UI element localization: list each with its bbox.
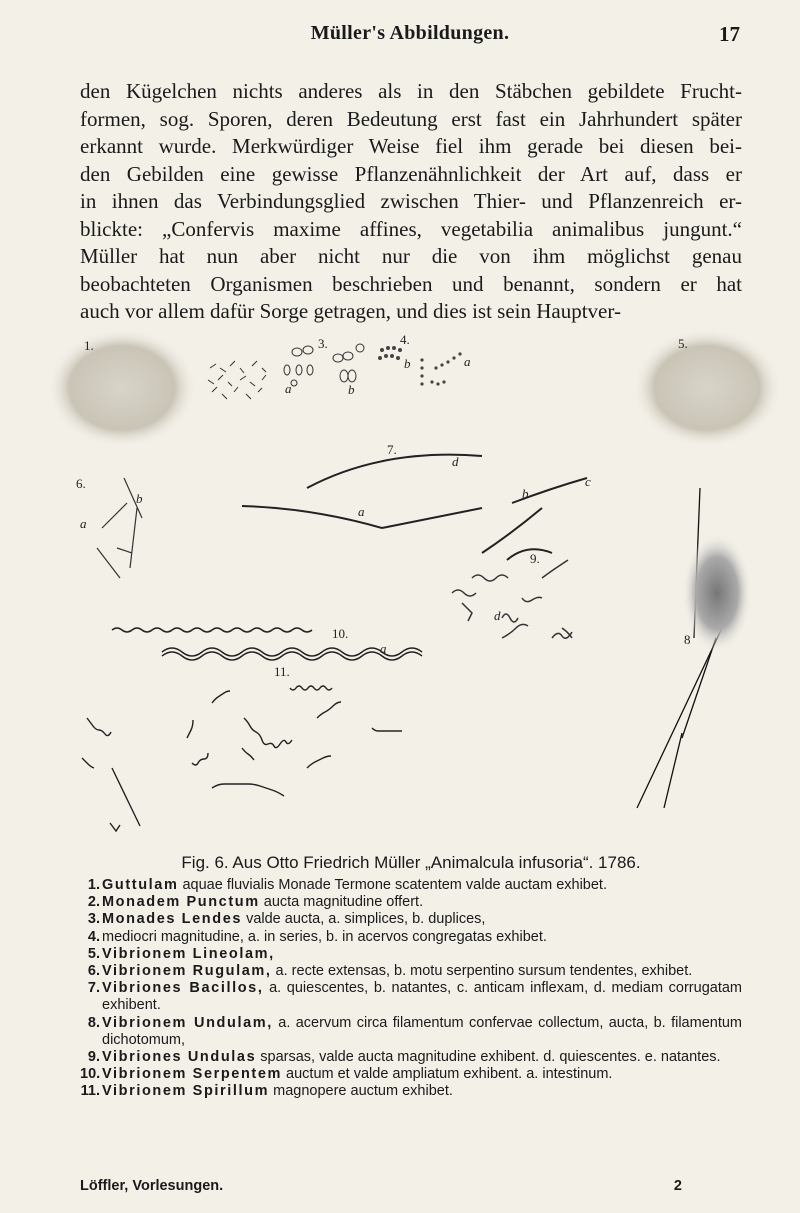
caption-item (80, 894, 742, 911)
caption-item-number: 2. (87, 894, 100, 911)
label-7c: c (585, 474, 591, 489)
label-4a: a (464, 354, 471, 369)
caption-item (80, 1049, 742, 1066)
label-3a: a (285, 381, 292, 396)
caption-item-number: 10. (80, 1066, 101, 1083)
label-10: 10. (332, 626, 349, 641)
label-1: 1. (84, 338, 94, 353)
caption-item-text: magnopere auctum exhibet. (269, 1083, 453, 1100)
footer-signature-number: 2 (673, 1178, 682, 1194)
caption-item-number: 11. (80, 1083, 100, 1100)
fig6-vibrio-rugula (76, 476, 143, 578)
text-line: formen, sog. Sporen, deren Bedeutung erst fast ein Jahrhundert später (80, 106, 742, 131)
caption-item-number: 7. (87, 980, 100, 997)
fig9-vibrio-undula (452, 551, 572, 638)
caption-item-number: 1. (87, 877, 100, 893)
label-6b: b (136, 491, 143, 506)
fig1-drop (47, 328, 197, 448)
label-9: 9. (530, 551, 540, 566)
label-11: 11. (274, 664, 290, 679)
text-line: erkannt wurde. Merkwürdiger Weise fiel ihm gerade bei diesen bei- (80, 134, 742, 158)
label-7a: a (358, 504, 365, 519)
page-header (80, 22, 740, 52)
caption-item-species: Guttulam (102, 877, 179, 893)
label-3b: b (348, 382, 355, 397)
fig11-vibrio-spirillum (82, 664, 402, 831)
caption-item (80, 946, 742, 963)
fig10-vibrio-serpens (112, 626, 422, 660)
caption-item-species: Vibrionem Spirillum (102, 1083, 270, 1100)
caption-item-text: mediocri magnitudine, a. in series, b. in acervos congregatas exhibet. (102, 928, 547, 945)
caption-item-species: Vibrionem Serpentem (102, 1066, 283, 1083)
caption-item (80, 980, 742, 1014)
caption-item (80, 1066, 742, 1083)
caption-item (80, 1083, 742, 1100)
caption-item-text: a. recte extensas, b. motu serpentino sursum tendentes, exhibet. (271, 963, 693, 980)
caption-item-text: aucta magnitudine offert. (259, 894, 424, 911)
caption-item (80, 877, 742, 894)
caption-item-number: 3. (87, 911, 100, 928)
text-line: blickte: „Confervis maxime affines, vegetabilia animalibus jungunt.“ (80, 216, 742, 241)
text-line: beobachteten Organismen beschrieben und benannt, sondern er hat (80, 271, 742, 296)
label-5: 5. (678, 336, 688, 351)
label-6a: a (80, 516, 87, 531)
caption-item (80, 1015, 742, 1049)
caption-item-species: Vibrionem Undulam, (102, 1014, 273, 1031)
caption-item-number: 4. (87, 928, 100, 945)
fig5-drop (632, 328, 782, 448)
caption-item-number: 9. (87, 1049, 100, 1066)
text-line: in ihnen das Verbindungsglied zwischen Thier- und Pflanzenreich er- (80, 189, 742, 213)
body-paragraph (80, 78, 742, 326)
figure-caption (80, 853, 742, 1101)
label-6: 6. (76, 476, 86, 491)
text-line: auch vor allem dafür Sorge getragen, und dies ist sein Hauptver- (80, 299, 621, 323)
label-4: 4. (400, 332, 410, 347)
label-3: 3. (318, 336, 328, 351)
label-4b: b (404, 356, 411, 371)
label-9d: d (494, 608, 501, 623)
text-line: Müller hat nun aber nicht nur die von ihm möglichst genau (80, 244, 742, 268)
caption-item-text: a. quiescentes, b. natantes, c. anticam inflexam, d. mediam corrugatam exhibent. (102, 980, 742, 1014)
text-line: den Kügelchen nichts anderes als in den Stäbchen gebildete Frucht- (80, 79, 742, 103)
caption-item-number: 5. (87, 945, 100, 962)
caption-item (80, 929, 742, 946)
label-10a: a (380, 641, 387, 656)
caption-item-text: valde aucta, a. simplices, b. duplices, (242, 911, 486, 928)
figure-illustration (76, 332, 742, 838)
figure-drawing (76, 332, 742, 838)
caption-item-number: 6. (87, 963, 100, 980)
text-line: den Gebilden eine gewisse Pflanzenähnlichkeit der Art auf, dass er (80, 161, 742, 186)
caption-item (80, 911, 742, 928)
running-head: Müller's Abbildungen. (310, 22, 510, 44)
caption-list (80, 877, 742, 1101)
label-7: 7. (387, 442, 397, 457)
caption-item-text: a. acervum circa filamentum confervae collectum, aucta, b. filamentum dichotomum, (102, 1014, 743, 1048)
caption-item-text: aquae fluvialis Monade Termone scatentem valde auctam exhibet. (178, 877, 607, 893)
caption-item-species: Vibriones Bacillos, (102, 980, 264, 997)
caption-item (80, 963, 742, 980)
label-7d: d (452, 454, 459, 469)
fig3-monades-lendes (284, 336, 364, 397)
caption-title: Fig. 6. Aus Otto Friedrich Müller „Animalcula infusoria“. 1786. (181, 853, 641, 872)
fig4-monades (378, 332, 471, 386)
footer-signature: Löffler, Vorlesungen. (80, 1178, 224, 1194)
caption-item-text: auctum et valde ampliatum exhibent. a. intestinum. (282, 1066, 613, 1083)
fig7-vibrio-bacillus (242, 442, 591, 560)
page-number: 17 (719, 22, 740, 46)
caption-item-species: Monades Lendes (102, 911, 243, 928)
caption-item-text: sparsas, valde aucta magnitudine exhibent. d. quiescentes. e. natantes. (256, 1049, 721, 1066)
label-7b: b (522, 486, 529, 501)
caption-item-species: Monadem Punctum (102, 894, 260, 911)
caption-item-species: Vibrionem Rugulam, (102, 963, 272, 980)
label-8: 8 (684, 632, 691, 647)
fig8-filament (637, 488, 752, 808)
fig2-monads (208, 361, 266, 399)
caption-item-number: 8. (87, 1014, 100, 1031)
caption-item-species: Vibrionem Lineolam, (102, 945, 275, 962)
caption-item-species: Vibriones Undulas (102, 1049, 257, 1066)
